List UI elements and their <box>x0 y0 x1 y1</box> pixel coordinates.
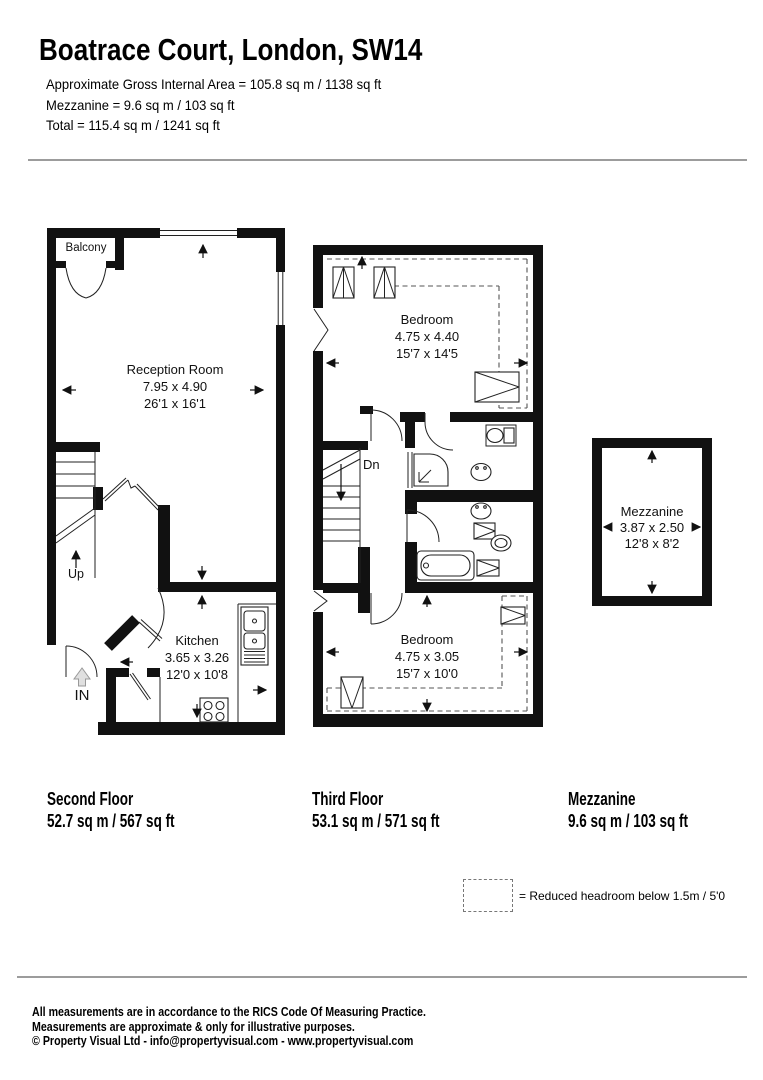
door-arc <box>371 410 402 441</box>
double-doors <box>103 478 160 510</box>
third-floor-area: 53.1 sq m / 571 sq ft <box>312 811 440 831</box>
bay-window <box>314 309 328 351</box>
footer-line-copyright: © Property Visual Ltd - info@propertyvisual.com - www.propertyvisual.com <box>32 1033 414 1049</box>
bay-window <box>314 591 327 611</box>
wardrobe-icon <box>341 677 363 708</box>
sink-icon <box>471 464 491 481</box>
mezzanine-area: 9.6 sq m / 103 sq ft <box>568 811 689 831</box>
window <box>278 272 283 325</box>
french-doors <box>56 261 115 298</box>
bedroom2-label: Bedroom <box>400 632 454 647</box>
reception-room-dim-imperial: 26'1 x 16'1 <box>143 396 207 411</box>
balcony-wall <box>115 238 124 270</box>
footer-divider <box>17 976 747 978</box>
mezzanine-plan <box>592 438 712 606</box>
toilet-icon <box>491 535 511 551</box>
stairs-up-label: Up <box>68 567 84 581</box>
kitchen-door-arc <box>139 588 164 648</box>
door-arc <box>407 510 439 542</box>
second-floor-plan <box>47 228 285 735</box>
balcony-label: Balcony <box>65 242 107 254</box>
page-title: Boatrace Court, London, SW14 <box>39 32 423 67</box>
footer-line-rics: All measurements are in accordance to the RICS Code Of Measuring Practice. <box>32 1004 426 1019</box>
wardrobe-icon <box>333 267 354 298</box>
door-arc <box>371 593 402 624</box>
kitchen-dim-imperial: 12'0 x 10'8 <box>165 667 229 682</box>
wardrobe-icon <box>374 267 395 298</box>
staircase-up <box>56 452 95 578</box>
toilet-icon <box>486 425 516 446</box>
wardrobe-icon <box>475 372 519 402</box>
bedroom2-dim-imperial: 15'7 x 10'0 <box>395 666 459 681</box>
mezzanine-label: Mezzanine <box>620 504 684 519</box>
entrance-label: IN <box>74 687 90 704</box>
hob-icon <box>200 698 228 722</box>
third-floor-summary <box>312 788 440 832</box>
cabinet-icon <box>474 523 495 539</box>
dimension-arrows <box>63 245 266 717</box>
mezzanine-dim-metric: 3.87 x 2.50 <box>619 520 685 535</box>
second-floor-area: 52.7 sq m / 567 sq ft <box>47 811 175 831</box>
bedroom1-dim-metric: 4.75 x 4.40 <box>394 329 460 344</box>
mezzanine-summary <box>568 788 688 832</box>
entry-arrow-icon <box>74 668 90 686</box>
bedroom1-dim-imperial: 15'7 x 14'5 <box>395 346 459 361</box>
closet-door <box>130 673 151 700</box>
bedroom2-dim-metric: 4.75 x 3.05 <box>394 649 460 664</box>
total-area-line: Total = 115.4 sq m / 1241 sq ft <box>46 117 220 133</box>
sink-icon <box>471 503 491 519</box>
wardrobe-icon <box>501 607 525 624</box>
legend-text: = Reduced headroom below 1.5m / 5'0 <box>519 889 726 903</box>
footer-line-approx: Measurements are approximate & only for illustrative purposes. <box>32 1018 355 1034</box>
mezzanine-name: Mezzanine <box>568 789 636 809</box>
third-floor-plan <box>313 245 543 727</box>
kitchen-dim-metric: 3.65 x 3.26 <box>164 650 230 665</box>
internal-window <box>408 452 412 488</box>
gross-internal-area-line: Approximate Gross Internal Area = 105.8 sq m / 1138 sq ft <box>46 76 382 92</box>
window <box>160 228 237 238</box>
reception-room-label: Reception Room <box>126 362 224 377</box>
third-floor-name: Third Floor <box>312 789 384 809</box>
reception-room-dim-metric: 7.95 x 4.90 <box>142 379 208 394</box>
sink-icon <box>241 607 268 665</box>
bedroom1-label: Bedroom <box>400 312 454 327</box>
kitchen-label: Kitchen <box>175 633 219 648</box>
reduced-headroom-swatch <box>463 879 513 912</box>
mezzanine-dim-imperial: 12'8 x 8'2 <box>624 536 680 551</box>
second-floor-summary <box>47 788 175 832</box>
cabinet-icon <box>477 560 499 576</box>
shower-icon <box>414 454 448 486</box>
second-floor-name: Second Floor <box>47 789 134 809</box>
stairs-down-label: Dn <box>363 457 380 472</box>
footer-disclaimer <box>32 1005 426 1049</box>
staircase-down <box>323 448 360 583</box>
bathtub-icon <box>417 551 474 580</box>
mezzanine-area-line: Mezzanine = 9.6 sq m / 103 sq ft <box>46 96 235 113</box>
door-arc <box>425 413 453 450</box>
